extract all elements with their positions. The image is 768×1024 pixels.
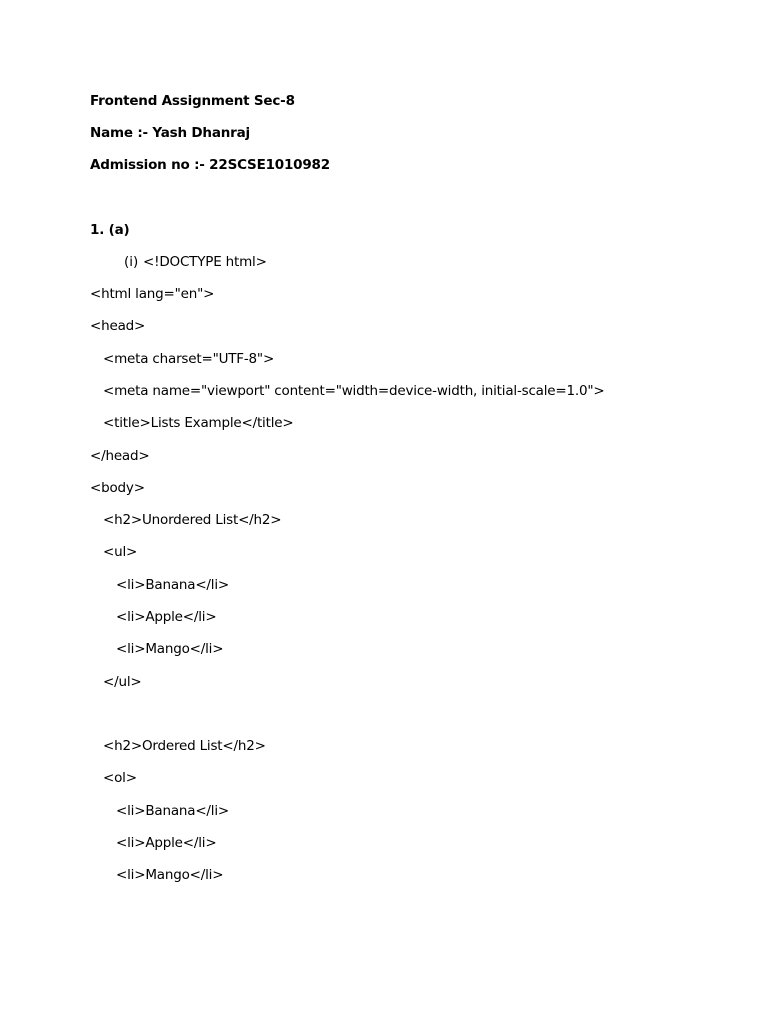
student-name: Name :- Yash Dhanraj	[90, 125, 250, 141]
question-label: 1. (a)	[90, 222, 130, 238]
code-line: <h2>Unordered List</h2>	[103, 512, 282, 528]
admission-number: Admission no :- 22SCSE1010982	[90, 157, 330, 173]
code-line: </ul>	[103, 674, 142, 690]
code-line: <head>	[90, 318, 146, 334]
code-line: <ul>	[103, 544, 138, 560]
code-line: <li>Mango</li>	[116, 641, 224, 657]
document-title: Frontend Assignment Sec-8	[90, 93, 295, 109]
code-line: </head>	[90, 448, 150, 464]
code-line: <body>	[90, 480, 145, 496]
code-line: <ol>	[103, 770, 137, 786]
code-line: <li>Banana</li>	[116, 803, 229, 819]
code-line: <h2>Ordered List</h2>	[103, 738, 266, 754]
doctype-line: <!DOCTYPE html>	[143, 254, 267, 270]
code-line: <html lang="en">	[90, 286, 215, 302]
sub-question-marker: (i)	[124, 254, 139, 270]
code-line: <li>Apple</li>	[116, 609, 217, 625]
code-line: <meta charset="UTF-8">	[103, 351, 275, 367]
code-line: <li>Apple</li>	[116, 835, 217, 851]
code-line: <meta name="viewport" content="width=device-width, initial-scale=1.0">	[103, 383, 605, 399]
code-line: <li>Mango</li>	[116, 867, 224, 883]
code-line: <li>Banana</li>	[116, 577, 229, 593]
code-line: <title>Lists Example</title>	[103, 415, 294, 431]
